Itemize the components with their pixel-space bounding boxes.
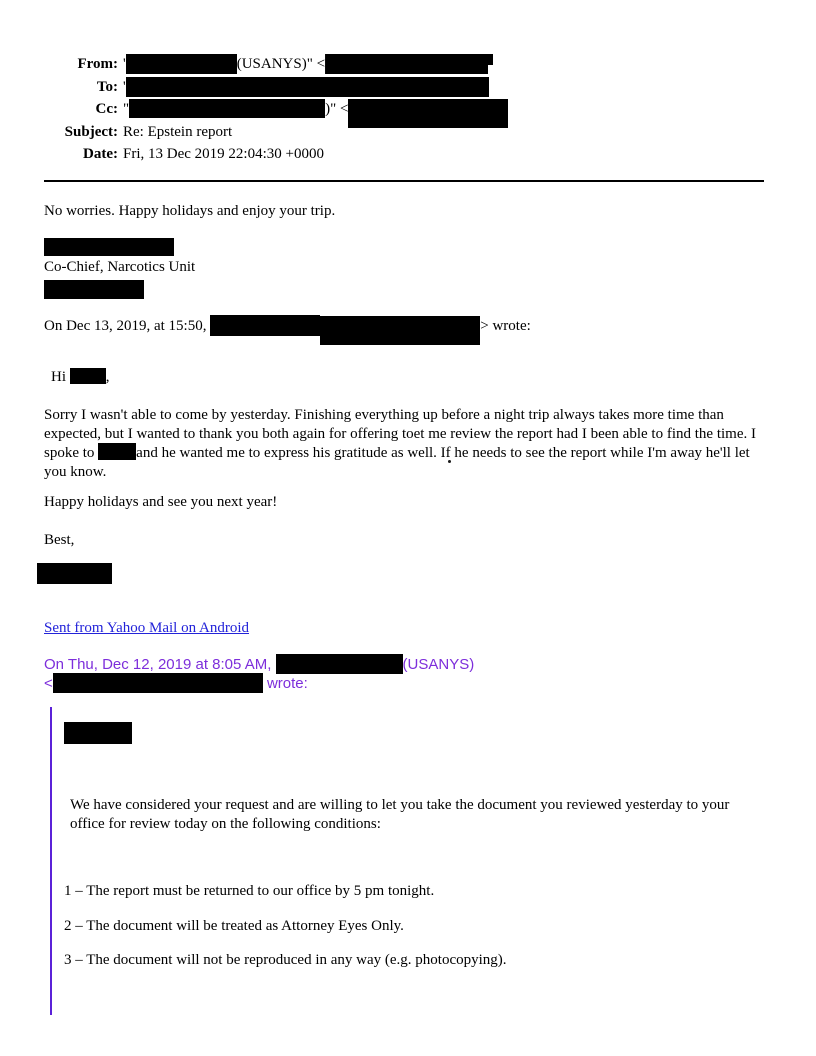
quote2-attribution bbox=[44, 655, 764, 693]
cc-value bbox=[118, 98, 508, 121]
redaction-bar-quote2-address bbox=[53, 673, 263, 693]
condition-item-1: 1 – The report must be returned to our office by 5 pm tonight. bbox=[64, 882, 435, 899]
body-paragraph-1 bbox=[44, 406, 766, 482]
redaction-bar-signer-name bbox=[44, 238, 174, 256]
quote1-attribution bbox=[44, 316, 764, 336]
paragraph1-text-after: and he wanted me to express his gratitude as well. If he needs to see the report while I'm away he'll let you know. bbox=[44, 444, 750, 480]
condition-item-3: 3 – The document will not be reproduced in any way (e.g. photocopying). bbox=[64, 951, 507, 968]
quoted-paragraph: We have considered your request and are willing to let you take the document you reviewed yesterday to your office for review today on the following conditions: bbox=[70, 796, 730, 832]
mail-client-line bbox=[44, 619, 764, 638]
redaction-bar-quote1-name bbox=[210, 315, 320, 336]
greeting-word: Hi bbox=[51, 368, 66, 385]
quote2-line1-prefix: On Thu, Dec 12, 2019 at 8:05 AM, bbox=[44, 655, 272, 673]
redaction-bar-inline-name bbox=[98, 443, 136, 460]
redaction-bar-signer-phone bbox=[44, 280, 144, 299]
date-value: Fri, 13 Dec 2019 22:04:30 +0000 bbox=[123, 146, 324, 162]
email-header bbox=[44, 53, 764, 166]
header-row-from bbox=[44, 53, 764, 76]
quote1-suffix: > wrote: bbox=[480, 317, 531, 334]
paragraph1-text-before: Sorry I wasn't able to come by yesterday. Finishing everything up before a night trip always takes more time than expected, but I wanted to thank you both again for offering toet me review the report had I been able to find the time. I spoke to bbox=[44, 406, 756, 461]
cc-quote-char: " bbox=[123, 101, 130, 117]
quote2-line1-suffix: (USANYS) bbox=[402, 655, 475, 673]
greeting-comma: , bbox=[105, 368, 110, 385]
quote2-line1 bbox=[44, 655, 764, 674]
stray-mark bbox=[448, 460, 451, 463]
redaction-bar-cc-address bbox=[348, 99, 508, 128]
closing-line: Best, bbox=[44, 531, 75, 548]
to-value bbox=[118, 76, 489, 99]
redaction-bar-quoted-greeting bbox=[64, 722, 132, 744]
reply-text: No worries. Happy holidays and enjoy your trip. bbox=[44, 202, 336, 219]
redaction-bar-from-name bbox=[126, 54, 237, 74]
from-domain-text: (USANYS)" < bbox=[236, 56, 326, 72]
from-label: From: bbox=[77, 56, 118, 72]
greeting-line bbox=[51, 368, 764, 387]
signer-title: Co-Chief, Narcotics Unit bbox=[44, 258, 196, 275]
quoted-message bbox=[50, 707, 744, 1015]
condition-item-2: 2 – The document will be treated as Attorney Eyes Only. bbox=[64, 917, 404, 934]
from-value bbox=[118, 53, 493, 76]
redaction-bar-cc-name bbox=[129, 99, 325, 118]
date-label: Date: bbox=[83, 146, 118, 162]
header-row-date bbox=[44, 143, 764, 166]
subject-value: Re: Epstein report bbox=[123, 123, 233, 140]
cc-domain-text: )" < bbox=[325, 101, 349, 117]
quote2-wrote-text: wrote: bbox=[266, 674, 308, 692]
header-divider bbox=[44, 180, 764, 182]
cc-label: Cc: bbox=[95, 101, 118, 117]
redaction-bar-signature bbox=[37, 563, 112, 584]
redaction-bar-greeting-name bbox=[70, 368, 106, 384]
yahoo-mail-link[interactable]: Sent from Yahoo Mail on Android bbox=[44, 619, 250, 636]
from-quote-char: ' bbox=[123, 56, 126, 72]
redaction-bar-to bbox=[126, 77, 489, 97]
header-row-cc bbox=[44, 98, 764, 121]
quote2-angle-bracket: < bbox=[44, 674, 53, 692]
to-label: To: bbox=[96, 78, 118, 95]
header-row-to bbox=[44, 76, 764, 99]
quote2-line2 bbox=[44, 674, 764, 693]
redaction-bar-from-address bbox=[325, 54, 493, 74]
body-paragraph-2: Happy holidays and see you next year! bbox=[44, 493, 278, 510]
quote1-prefix: On Dec 13, 2019, at 15:50, bbox=[44, 317, 207, 334]
redaction-bar-quote1-address bbox=[320, 316, 480, 345]
redaction-bar-quote2-name bbox=[276, 654, 403, 674]
subject-label: Subject: bbox=[64, 123, 118, 140]
to-quote-char: ' bbox=[123, 78, 126, 95]
